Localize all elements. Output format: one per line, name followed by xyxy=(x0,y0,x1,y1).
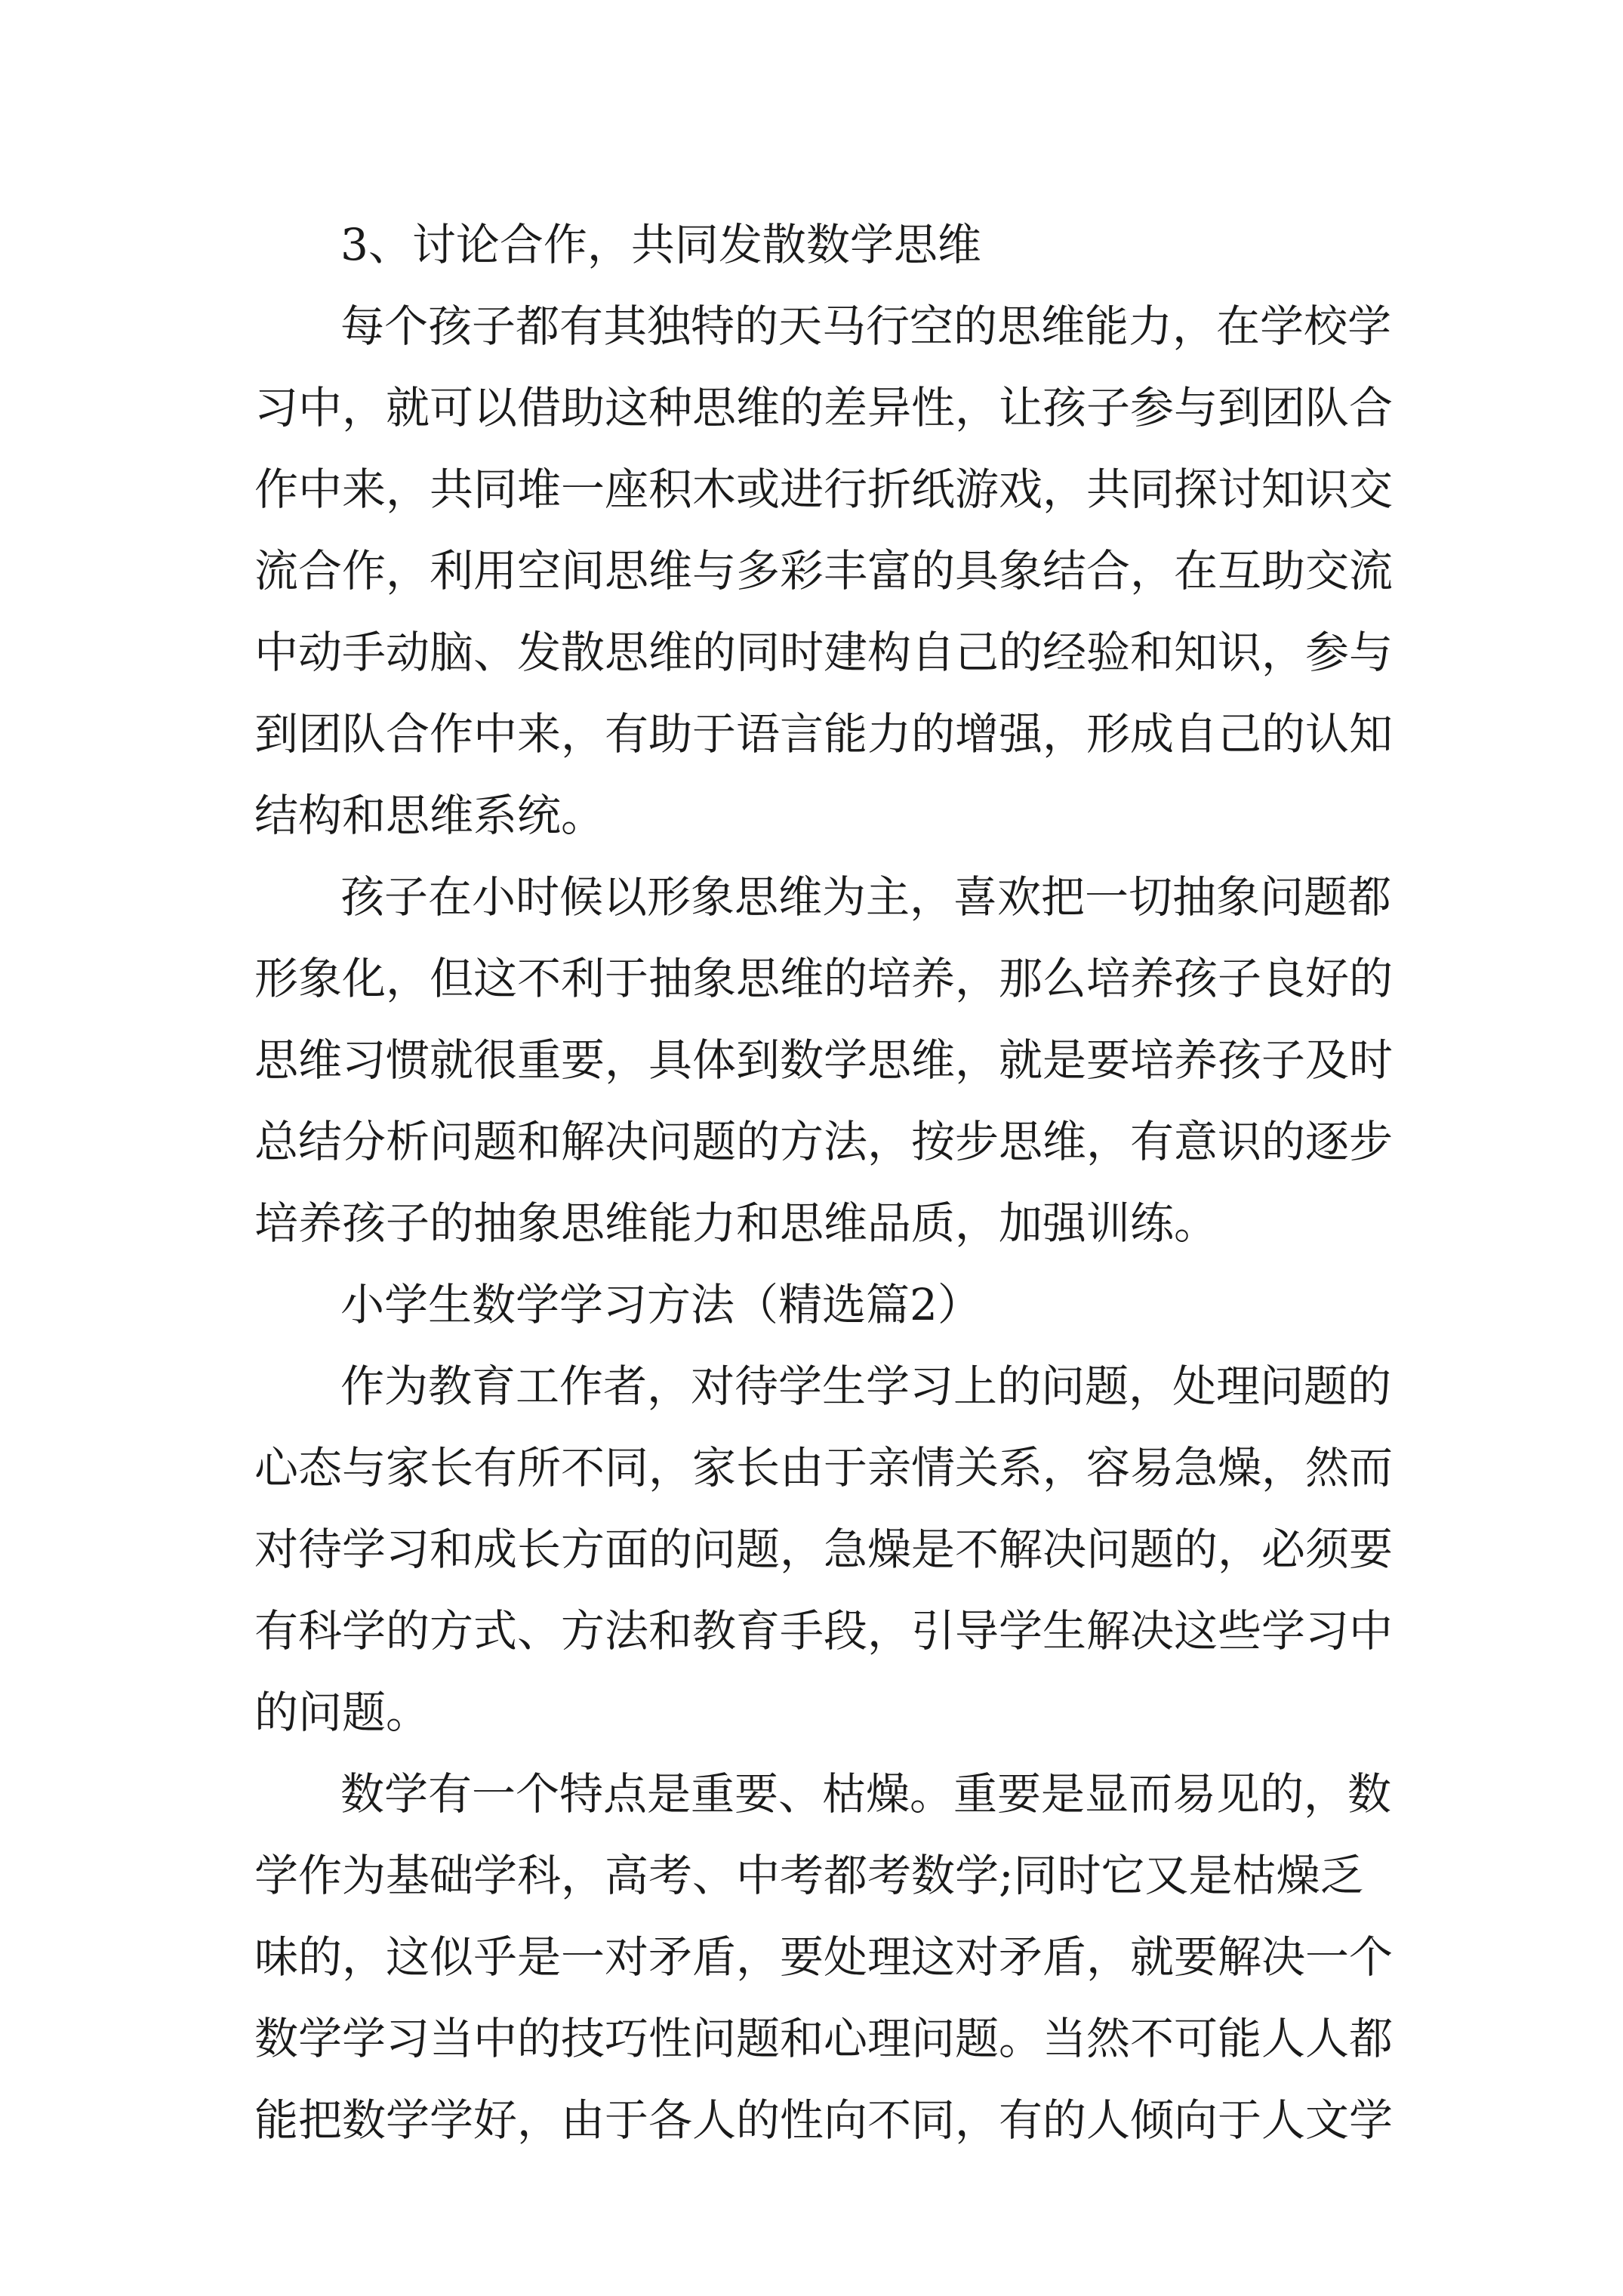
paragraph-4-line-4: 数学学习当中的技巧性问题和心理问题。当然不可能人人都 xyxy=(254,2013,1394,2064)
paragraph-4-line-1: 数学有一个特点是重要、枯燥。重要是显而易见的，数 xyxy=(340,1768,1392,1820)
paragraph-4-line-3: 味的，这似乎是一对矛盾，要处理这对矛盾，就要解决一个 xyxy=(254,1931,1394,1983)
paragraph-2-line-2: 形象化，但这不利于抽象思维的培养，那么培养孩子良好的 xyxy=(254,953,1394,1004)
heading-text: 3、讨论合作，共同发散数学思维 xyxy=(340,219,981,270)
paragraph-1-line-5: 中动手动脑、发散思维的同时建构自己的经验和知识，参与 xyxy=(254,627,1394,678)
paragraph-1-line-4: 流合作，利用空间思维与多彩丰富的具象结合，在互助交流 xyxy=(254,545,1394,596)
paragraph-3-line-1: 作为教育工作者，对待学生学习上的问题，处理问题的 xyxy=(340,1361,1392,1412)
paragraph-1-line-6: 到团队合作中来，有助于语言能力的增强，形成自己的认知 xyxy=(254,708,1394,760)
paragraph-3-line-2: 心态与家长有所不同，家长由于亲情关系，容易急燥，然而 xyxy=(254,1442,1394,1493)
paragraph-4-line-2: 学作为基础学科，高考、中考都考数学;同时它又是枯燥乏 xyxy=(254,1850,1364,1901)
paragraph-1-line-1: 每个孩子都有其独特的天马行空的思维能力，在学校学 xyxy=(340,300,1392,352)
paragraph-2-line-5: 培养孩子的抽象思维能力和思维品质，加强训练。 xyxy=(254,1197,1218,1249)
paragraph-1-line-3: 作中来，共同堆一座积木或进行折纸游戏，共同探讨知识交 xyxy=(254,464,1394,515)
section-title: 小学生数学学习方法（精选篇2） xyxy=(340,1279,981,1330)
paragraph-4-line-5: 能把数学学好，由于各人的性向不同，有的人倾向于人文学 xyxy=(254,2094,1394,2146)
paragraph-2-line-1: 孩子在小时候以形象思维为主，喜欢把一切抽象问题都 xyxy=(340,871,1392,923)
paragraph-1-line-7: 结构和思维系统。 xyxy=(254,790,605,841)
paragraph-1-line-2: 习中，就可以借助这种思维的差异性，让孩子参与到团队合 xyxy=(254,382,1394,433)
paragraph-3-line-3: 对待学习和成长方面的问题，急燥是不解决问题的，必须要 xyxy=(254,1524,1394,1575)
heading-discussion-cooperation xyxy=(340,216,1623,273)
paragraph-2-line-4: 总结分析问题和解决问题的方法，按步思维，有意识的逐步 xyxy=(254,1116,1394,1167)
paragraph-2-line-3: 思维习惯就很重要，具体到数学思维，就是要培养孩子及时 xyxy=(254,1034,1394,1086)
paragraph-3-line-5: 的问题。 xyxy=(254,1687,430,1738)
paragraph-3-line-4: 有科学的方式、方法和教育手段，引导学生解决这些学习中 xyxy=(254,1605,1394,1657)
